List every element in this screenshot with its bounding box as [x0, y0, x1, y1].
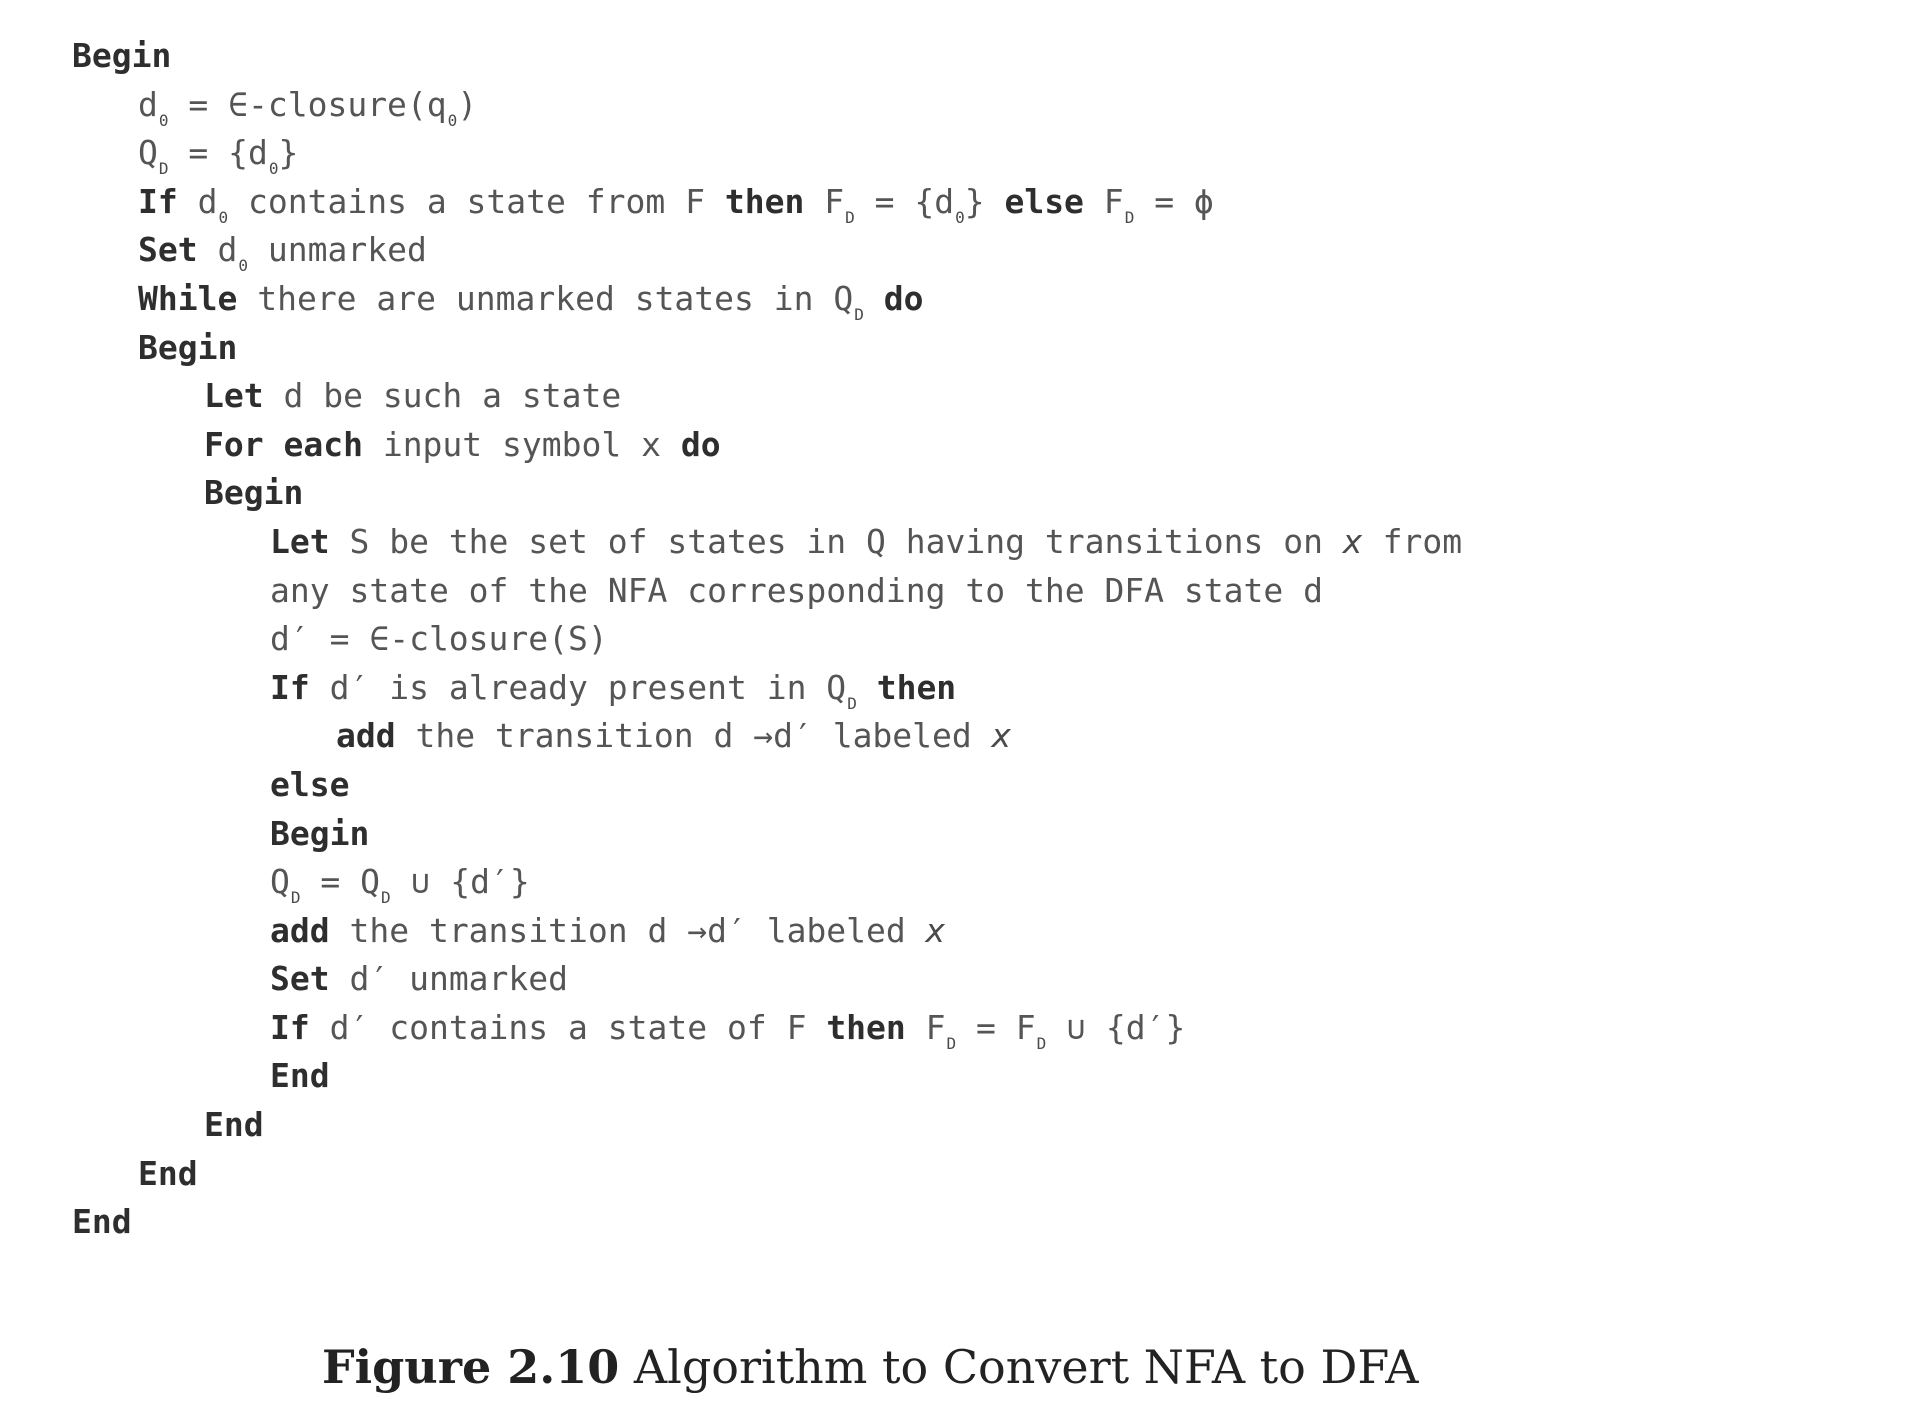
- algorithm-line: [72, 1101, 1462, 1150]
- subscript: D: [1124, 207, 1135, 227]
- keyword: add: [336, 716, 396, 756]
- algorithm-line: [72, 469, 1462, 518]
- keyword: Set: [138, 230, 198, 270]
- code-text: = ∈-closure(q: [168, 84, 447, 124]
- keyword: End: [204, 1105, 264, 1145]
- algorithm-line: [72, 567, 1462, 616]
- keyword: If: [270, 1007, 310, 1047]
- algorithm-line: [72, 761, 1462, 810]
- keyword: Set: [270, 959, 330, 999]
- keyword: add: [270, 910, 330, 950]
- code-text: unmarked: [248, 230, 427, 270]
- code-text: = {d: [854, 181, 955, 221]
- code-text: [857, 668, 877, 707]
- subscript: 0: [238, 256, 248, 276]
- code-text: ∪ {d′}: [390, 862, 530, 902]
- algorithm-line: [72, 81, 1462, 130]
- code-text: contains a state from F: [228, 181, 725, 221]
- keyword: Begin: [72, 36, 172, 75]
- code-text: input symbol x: [362, 424, 681, 464]
- keyword: End: [270, 1056, 330, 1096]
- code-text: the transition d →d′ labeled: [329, 910, 926, 950]
- keyword: For each: [204, 424, 363, 464]
- algorithm-line: [72, 1004, 1462, 1053]
- code-text: ): [457, 84, 478, 124]
- subscript: 0: [218, 207, 229, 227]
- keyword: then: [826, 1007, 906, 1047]
- code-text: Q: [270, 862, 290, 902]
- code-text: d′ is already present in Q: [309, 667, 847, 707]
- figure-caption: [322, 1340, 1419, 1394]
- code-text: }: [278, 133, 299, 173]
- code-text: from: [1362, 521, 1463, 561]
- algorithm-line: [72, 421, 1462, 470]
- subscript: 0: [268, 159, 279, 179]
- code-text: d: [197, 230, 238, 270]
- algorithm-listing: [72, 32, 1462, 1247]
- algorithm-line: [72, 275, 1462, 324]
- subscript: D: [1036, 1033, 1047, 1053]
- keyword: If: [270, 667, 310, 707]
- code-text: Q: [138, 133, 158, 173]
- code-text: x: [925, 910, 946, 950]
- figure-label: Figure 2.10: [322, 1340, 620, 1394]
- figure-title: Algorithm to Convert NFA to DFA: [633, 1340, 1419, 1394]
- algorithm-line: [72, 1198, 1462, 1247]
- code-text: F: [804, 181, 845, 221]
- keyword: End: [138, 1153, 198, 1193]
- code-text: = Q: [300, 862, 380, 902]
- code-text: ∪ {d′}: [1046, 1007, 1186, 1047]
- subscript: 0: [447, 110, 458, 130]
- code-text: [864, 279, 884, 318]
- code-text: = ϕ: [1134, 181, 1214, 221]
- subscript: D: [854, 304, 864, 324]
- algorithm-line: [72, 324, 1462, 373]
- keyword: do: [680, 424, 721, 464]
- code-text: x: [1342, 521, 1363, 561]
- code-text: }: [964, 181, 1005, 221]
- algorithm-line: [72, 712, 1462, 761]
- code-text: d′ unmarked: [329, 959, 569, 999]
- keyword: End: [72, 1202, 132, 1242]
- algorithm-line: [72, 615, 1462, 664]
- algorithm-line: [72, 858, 1462, 907]
- keyword: If: [138, 181, 178, 221]
- algorithm-line: [72, 1052, 1462, 1101]
- code-text: x: [991, 716, 1012, 756]
- code-text: any state of the NFA corresponding to the DFA state d: [270, 570, 1323, 610]
- keyword: Begin: [204, 473, 304, 513]
- keyword: Let: [270, 521, 330, 561]
- code-text: there are unmarked states in Q: [237, 278, 854, 318]
- subscript: D: [158, 159, 169, 179]
- algorithm-line: [72, 907, 1462, 956]
- code-text: d: [138, 84, 158, 124]
- algorithm-line: [72, 518, 1462, 567]
- code-text: d′ contains a state of F: [309, 1007, 827, 1047]
- code-text: d: [177, 181, 218, 221]
- keyword: While: [138, 278, 238, 318]
- subscript: D: [847, 693, 857, 713]
- keyword: then: [876, 667, 957, 707]
- code-text: = {d: [168, 133, 268, 173]
- algorithm-line: [72, 955, 1462, 1004]
- code-text: = F: [956, 1007, 1036, 1047]
- code-text: S be the set of states in Q having transitions on: [329, 521, 1343, 561]
- keyword: Begin: [270, 813, 370, 853]
- subscript: 0: [955, 207, 965, 227]
- keyword: do: [883, 278, 924, 318]
- keyword: Let: [204, 376, 264, 416]
- keyword: then: [724, 181, 805, 221]
- keyword: else: [270, 764, 350, 804]
- subscript: D: [845, 207, 855, 227]
- keyword: else: [1004, 181, 1084, 221]
- algorithm-line: [72, 129, 1462, 178]
- subscript: 0: [158, 110, 169, 130]
- algorithm-line: [72, 1150, 1462, 1199]
- algorithm-line: [72, 372, 1462, 421]
- code-text: F: [905, 1007, 946, 1047]
- code-text: d′ = ∈-closure(S): [270, 619, 608, 659]
- algorithm-line: [72, 226, 1462, 275]
- algorithm-line: [72, 178, 1462, 227]
- code-text: the transition d →d′ labeled: [395, 716, 992, 756]
- code-text: F: [1083, 181, 1124, 221]
- algorithm-line: [72, 810, 1462, 859]
- subscript: D: [946, 1033, 957, 1053]
- algorithm-line: [72, 32, 1462, 81]
- code-text: d be such a state: [263, 376, 622, 416]
- algorithm-line: [72, 664, 1462, 713]
- keyword: Begin: [138, 327, 238, 367]
- subscript: D: [381, 888, 391, 908]
- subscript: D: [290, 888, 301, 908]
